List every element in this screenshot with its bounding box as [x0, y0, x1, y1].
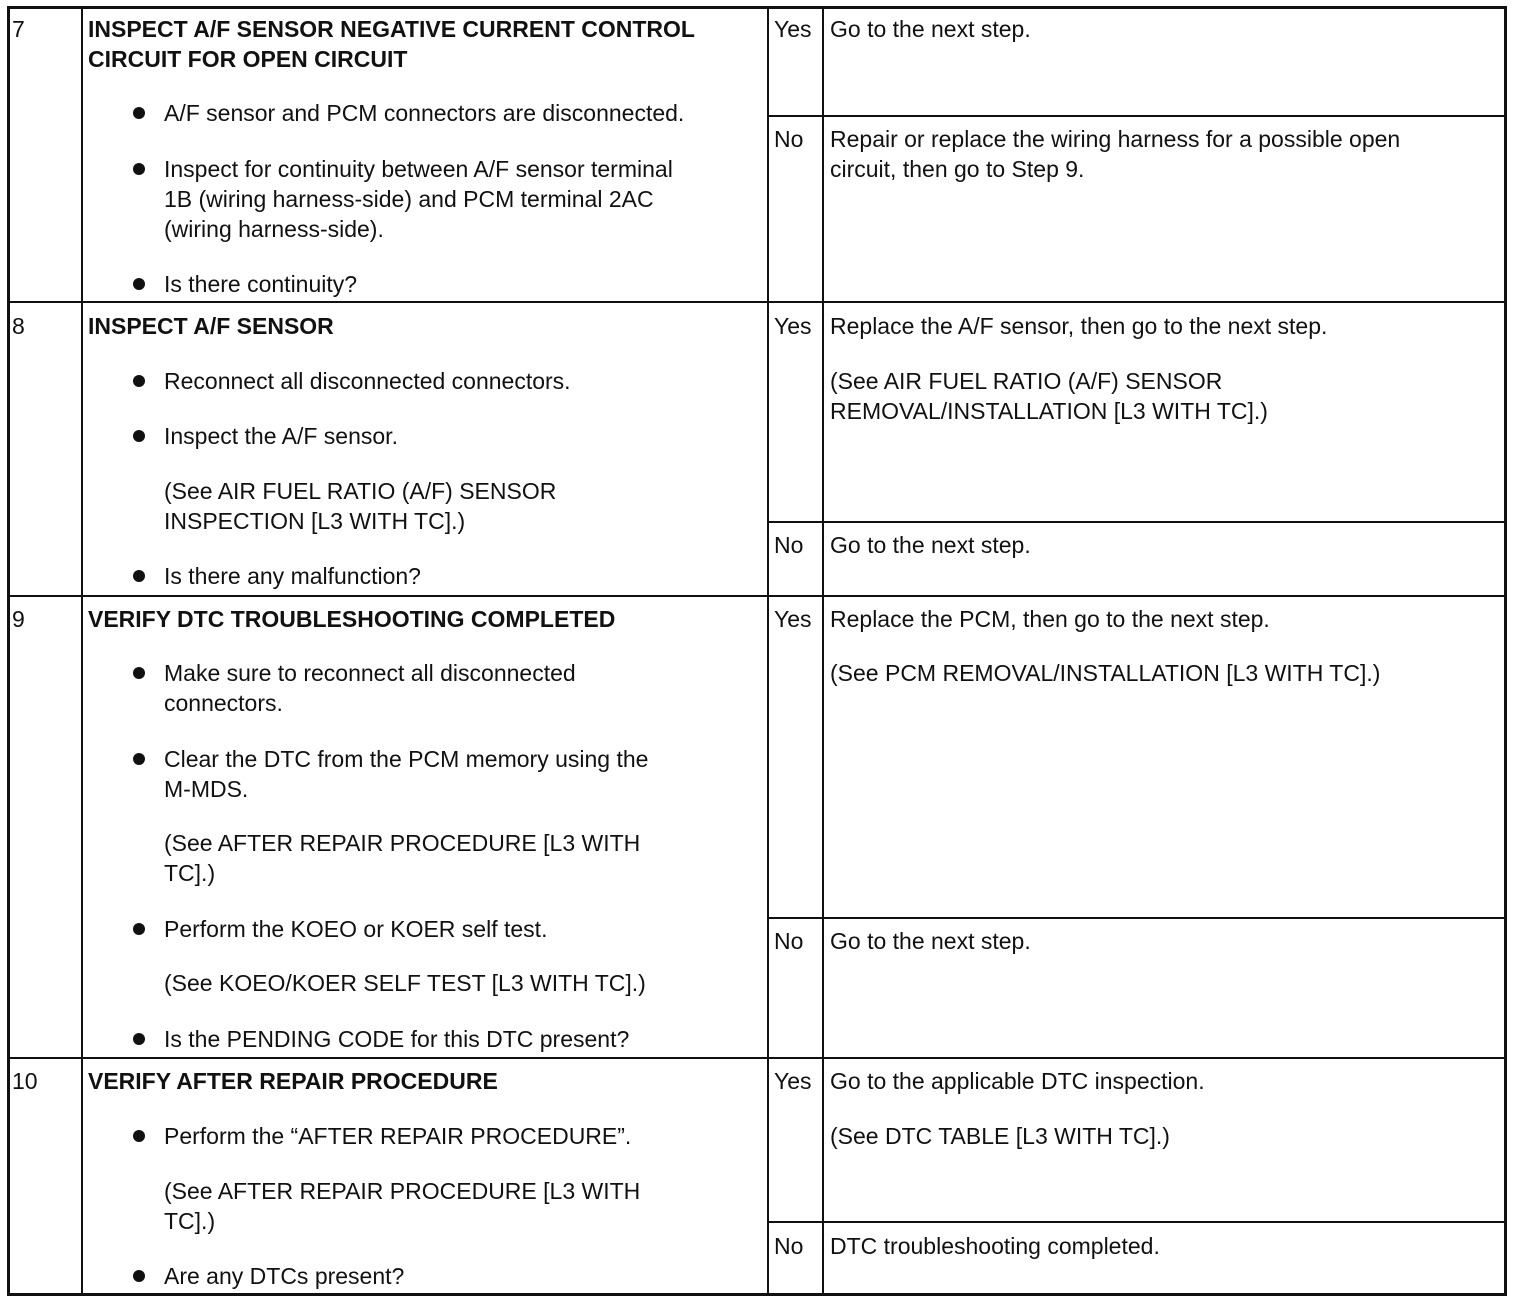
bullet-text: (wiring harness-side).	[164, 216, 384, 242]
step-title: CIRCUIT FOR OPEN CIRCUIT	[88, 46, 408, 72]
bullet-icon	[133, 375, 145, 387]
yes-label: Yes	[774, 16, 812, 42]
step-title: INSPECT A/F SENSOR NEGATIVE CURRENT CONTROL	[88, 16, 695, 42]
bullet-icon	[133, 1033, 145, 1045]
bullet-note: INSPECTION [L3 WITH TC].)	[164, 508, 466, 534]
bullet-icon	[133, 667, 145, 679]
bullet-text: 1B (wiring harness-side) and PCM terminal 2AC	[164, 186, 654, 212]
step-title: VERIFY AFTER REPAIR PROCEDURE	[88, 1068, 498, 1094]
bullet-note: (See AFTER REPAIR PROCEDURE [L3 WITH	[164, 830, 641, 856]
yes-note: REMOVAL/INSTALLATION [L3 WITH TC].)	[830, 398, 1268, 424]
bullet-text: Perform the “AFTER REPAIR PROCEDURE”.	[164, 1123, 632, 1149]
yes-no-divider	[767, 115, 1507, 117]
bullet-icon	[133, 430, 145, 442]
row-divider	[7, 595, 1507, 597]
yes-no-divider	[767, 1221, 1507, 1223]
yes-action: Go to the applicable DTC inspection.	[830, 1068, 1205, 1094]
no-action: Go to the next step.	[830, 532, 1031, 558]
step-number: 9	[12, 606, 25, 632]
yes-action: Replace the A/F sensor, then go to the next step.	[830, 313, 1328, 339]
bullet-text: Inspect for continuity between A/F sensor terminal	[164, 156, 673, 182]
no-label: No	[774, 1233, 804, 1259]
yes-action: Go to the next step.	[830, 16, 1031, 42]
bullet-icon	[133, 753, 145, 765]
bullet-note: (See AIR FUEL RATIO (A/F) SENSOR	[164, 478, 557, 504]
no-action: DTC troubleshooting completed.	[830, 1233, 1160, 1259]
column-divider-result	[822, 6, 824, 1296]
no-label: No	[774, 928, 804, 954]
bullet-text: Clear the DTC from the PCM memory using the	[164, 746, 649, 772]
no-label: No	[774, 126, 804, 152]
no-action: Go to the next step.	[830, 928, 1031, 954]
bullet-text: Is there continuity?	[164, 271, 358, 297]
step-number: 8	[12, 313, 25, 339]
yes-note: (See AIR FUEL RATIO (A/F) SENSOR	[830, 368, 1223, 394]
bullet-note: (See AFTER REPAIR PROCEDURE [L3 WITH	[164, 1178, 641, 1204]
row-divider	[7, 1057, 1507, 1059]
bullet-note: (See KOEO/KOER SELF TEST [L3 WITH TC].)	[164, 970, 646, 996]
yes-no-divider	[767, 917, 1507, 919]
bullet-icon	[133, 278, 145, 290]
yes-no-divider	[767, 521, 1507, 523]
bullet-text: Perform the KOEO or KOER self test.	[164, 916, 548, 942]
bullet-icon	[133, 1130, 145, 1142]
step-title: VERIFY DTC TROUBLESHOOTING COMPLETED	[88, 606, 616, 632]
no-action: Repair or replace the wiring harness for a possible open	[830, 126, 1401, 152]
no-label: No	[774, 532, 804, 558]
step-number: 10	[12, 1068, 38, 1094]
yes-label: Yes	[774, 1068, 812, 1094]
bullet-text: M-MDS.	[164, 776, 249, 802]
yes-label: Yes	[774, 313, 812, 339]
bullet-text: Reconnect all disconnected connectors.	[164, 368, 571, 394]
yes-note: (See DTC TABLE [L3 WITH TC].)	[830, 1123, 1170, 1149]
bullet-text: Is the PENDING CODE for this DTC present?	[164, 1026, 630, 1052]
bullet-icon	[133, 923, 145, 935]
bullet-note: TC].)	[164, 860, 216, 886]
yes-action: Replace the PCM, then go to the next step.	[830, 606, 1270, 632]
bullet-text: Inspect the A/F sensor.	[164, 423, 398, 449]
step-title: INSPECT A/F SENSOR	[88, 313, 334, 339]
bullet-icon	[133, 163, 145, 175]
bullet-icon	[133, 570, 145, 582]
row-divider	[7, 301, 1507, 303]
no-action: circuit, then go to Step 9.	[830, 156, 1085, 182]
column-divider-action	[767, 6, 769, 1296]
column-divider-step	[81, 6, 83, 1296]
bullet-icon	[133, 1270, 145, 1282]
yes-note: (See PCM REMOVAL/INSTALLATION [L3 WITH TC].)	[830, 660, 1381, 686]
bullet-note: TC].)	[164, 1208, 216, 1234]
bullet-icon	[133, 107, 145, 119]
bullet-text: connectors.	[164, 690, 283, 716]
step-number: 7	[12, 16, 25, 42]
bullet-text: A/F sensor and PCM connectors are disconnected.	[164, 100, 685, 126]
bullet-text: Are any DTCs present?	[164, 1263, 405, 1289]
yes-label: Yes	[774, 606, 812, 632]
bullet-text: Make sure to reconnect all disconnected	[164, 660, 576, 686]
bullet-text: Is there any malfunction?	[164, 563, 421, 589]
